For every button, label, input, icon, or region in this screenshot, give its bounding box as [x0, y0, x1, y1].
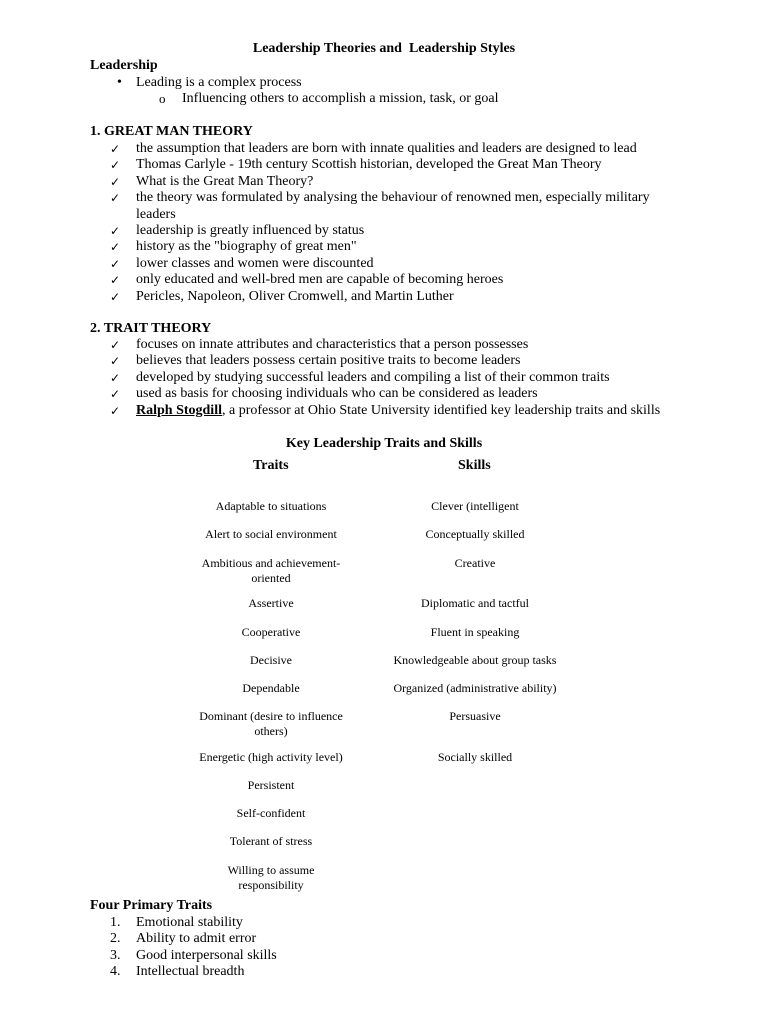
check-icon: ✓ [110, 191, 121, 206]
trait-cell: Cooperative [241, 625, 301, 639]
check-icon: ✓ [110, 240, 121, 255]
list-item: ✓ lower classes and women were discounted [110, 255, 374, 271]
list-item: ✓ the assumption that leaders are born with innate qualities and leaders are designed to lead [110, 141, 637, 156]
list-item: ✓ history as the "biography of great men" [110, 239, 357, 255]
great-man-list [110, 141, 660, 305]
trait-theory-list [110, 337, 690, 419]
ralph-stogdill-name: Ralph Stogdill [136, 402, 222, 418]
trait-cell: Dependable [242, 681, 300, 695]
trait-cell: Assertive [248, 596, 294, 610]
skill-cell: Organized (administrative ability) [393, 681, 557, 695]
check-icon: ✓ [110, 370, 121, 385]
skill-cell: Clever (intelligent [431, 499, 519, 513]
leadership-heading: Leadership [90, 58, 158, 73]
list-item: ✓ the theory was formulated by analysing the behaviour of renowned men, especially military leaders [110, 190, 650, 222]
list-item: 1. Emotional stability [110, 915, 243, 930]
traits-column-header: Traits [253, 458, 289, 473]
intro-bullet: • Leading is a complex process [90, 75, 302, 91]
list-item: ✓ leadership is greatly influenced by status [110, 223, 365, 239]
list-item: ✓ only educated and well-bred men are capable of becoming heroes [110, 272, 504, 288]
skill-cell: Knowledgeable about group tasks [393, 653, 557, 667]
list-item: 4. Intellectual breadth [110, 964, 245, 980]
check-icon: ✓ [110, 142, 121, 156]
list-item: 3. Good interpersonal skills [110, 947, 277, 963]
trait-cell: Tolerant of stress [229, 834, 313, 848]
trait-theory-heading: 2. TRAIT THEORY [90, 321, 212, 336]
skill-cell: Diplomatic and tactful [421, 596, 529, 610]
skill-cell: Creative [454, 556, 496, 570]
check-icon: ✓ [110, 338, 121, 352]
check-icon: ✓ [110, 158, 121, 173]
primary-traits-heading: Four Primary Traits [90, 898, 213, 913]
document-title: Leadership Theories and Leadership Styles [252, 41, 516, 56]
table-title: Key Leadership Traits and Skills [285, 436, 483, 451]
check-icon: ✓ [110, 256, 121, 271]
list-item: ✓ focuses on innate attributes and characteristics that a person possesses [110, 337, 529, 352]
check-icon: ✓ [110, 224, 121, 239]
intro-bullet-list [90, 75, 302, 91]
check-icon: ✓ [110, 273, 121, 288]
list-item: ✓ Pericles, Napoleon, Oliver Cromwell, and Martin Luther [110, 288, 454, 304]
list-item: ✓ used as basis for choosing individuals who can be considered as leaders [110, 386, 538, 402]
list-item: ✓ believes that leaders possess certain positive traits to become leaders [110, 353, 521, 369]
check-icon: ✓ [110, 174, 121, 189]
trait-cell: Ambitious and achievement-oriented [201, 556, 341, 585]
intro-sub-bullet: o Influencing others to accomplish a mission, task, or goal [155, 91, 499, 107]
list-item: ✓ Thomas Carlyle - 19th century Scottish historian, developed the Great Man Theory [110, 157, 602, 173]
check-icon: ✓ [110, 387, 121, 402]
trait-cell: Persistent [247, 778, 295, 792]
list-item: ✓ What is the Great Man Theory? [110, 173, 314, 189]
skill-cell: Persuasive [449, 709, 501, 723]
list-item: ✓ developed by studying successful leaders and compiling a list of their common traits [110, 369, 610, 385]
trait-cell: Dominant (desire to influence others) [199, 709, 343, 738]
intro-sub-bullet-list [155, 91, 499, 107]
skill-cell: Fluent in speaking [430, 625, 520, 639]
trait-cell: Energetic (high activity level) [199, 750, 343, 764]
trait-cell: Adaptable to situations [215, 499, 327, 513]
primary-traits-list [110, 915, 277, 981]
trait-cell: Self-confident [236, 806, 306, 820]
check-icon: ✓ [110, 289, 121, 304]
skill-cell: Socially skilled [437, 750, 513, 764]
list-item: ✓ Ralph Stogdill, a professor at Ohio State University identified key leadership traits and skills [110, 402, 661, 418]
trait-cell: Alert to social environment [205, 527, 337, 541]
skill-cell: Conceptually skilled [425, 527, 525, 541]
trait-cell: Willing to assume responsibility [227, 863, 315, 892]
great-man-heading: 1. GREAT MAN THEORY [90, 124, 253, 139]
trait-cell: Decisive [250, 653, 292, 667]
check-icon: ✓ [110, 403, 121, 418]
check-icon: ✓ [110, 354, 121, 369]
list-item: 2. Ability to admit error [110, 931, 257, 947]
skills-column-header: Skills [458, 458, 491, 473]
